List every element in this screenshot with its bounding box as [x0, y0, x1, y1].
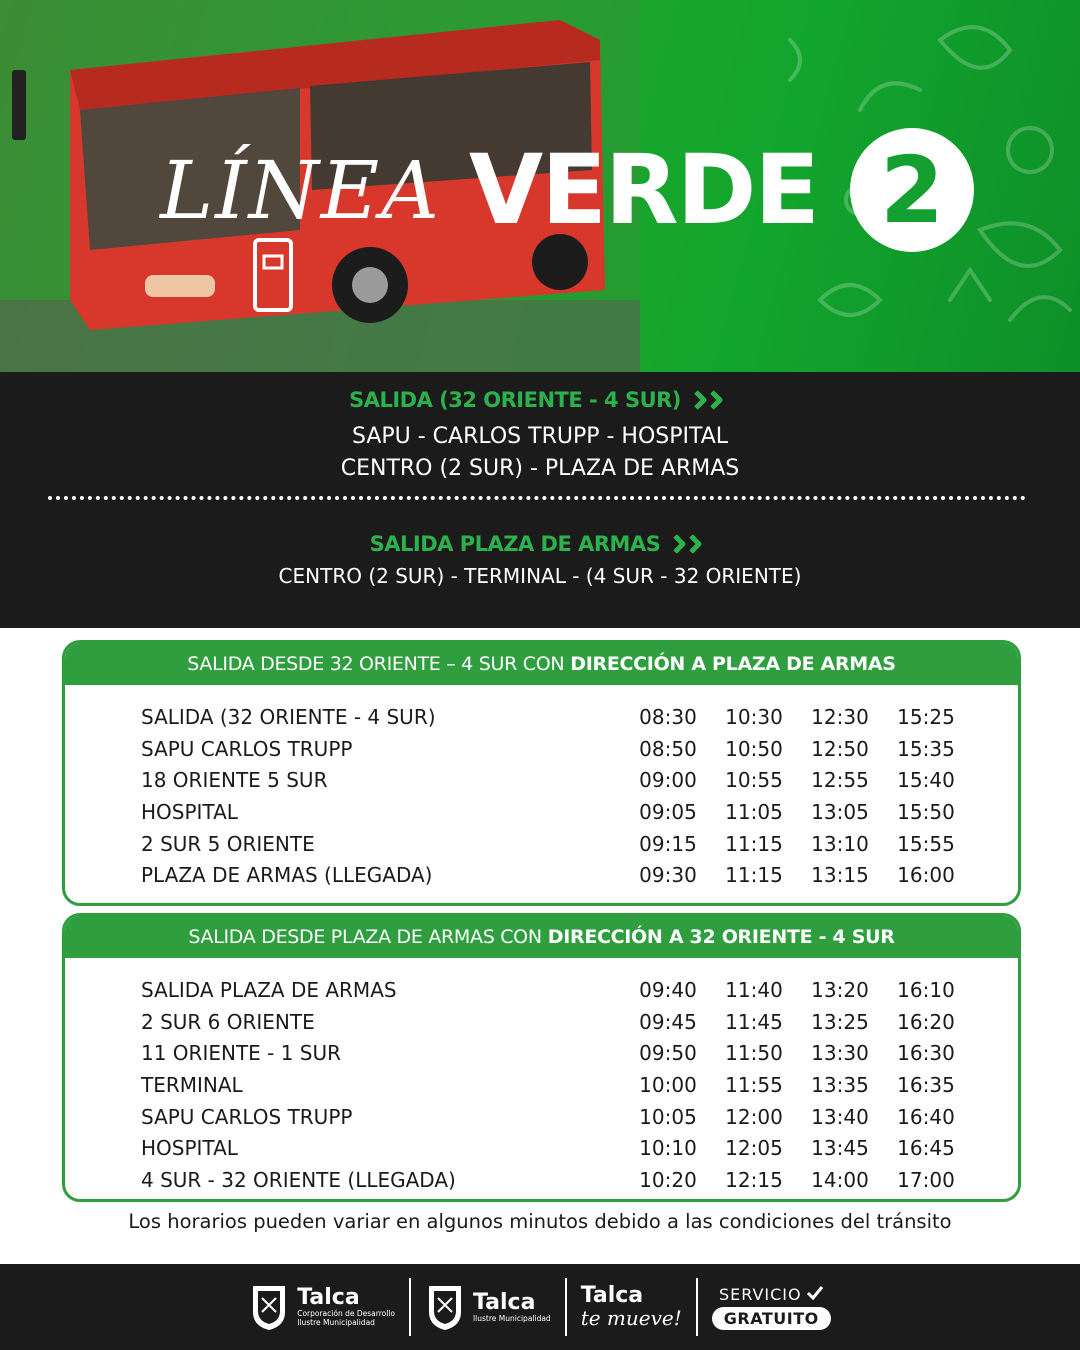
stop-name: HOSPITAL [141, 1136, 238, 1161]
schedule-table-to-plaza [62, 640, 1021, 906]
title-linea: LÍNEA [160, 143, 441, 237]
departure-time: 12:15 [725, 1167, 783, 1192]
logo3-script: te mueve! [580, 1306, 682, 1330]
line-title [160, 120, 974, 260]
table-row [65, 701, 1018, 733]
departure-time: 09:30 [639, 863, 697, 888]
logo-municipalidad-talca [425, 1282, 551, 1332]
table-row [65, 974, 1018, 1006]
schedule-table-to-32-oriente [62, 913, 1021, 1202]
header-plain-text: SALIDA DESDE PLAZA DE ARMAS CON [188, 926, 542, 948]
route-1-line-1: SAPU - CARLOS TRUPP - HOSPITAL [351, 424, 729, 449]
departure-time: 13:45 [811, 1136, 869, 1161]
departure-time: 10:50 [725, 736, 783, 761]
stop-name: SAPU CARLOS TRUPP [141, 736, 353, 761]
departure-time: 13:35 [811, 1072, 869, 1097]
double-chevron-right-icon [672, 533, 710, 555]
checkmark-icon [806, 1285, 824, 1305]
header-bold-text: DIRECCIÓN A PLAZA DE ARMAS [570, 653, 896, 675]
header-plain-text: SALIDA DESDE 32 ORIENTE – 4 SUR CON [187, 653, 565, 675]
table-row [65, 1101, 1018, 1133]
departure-time: 11:40 [725, 977, 783, 1002]
title-verde: VERDE [468, 134, 818, 246]
route-1-heading [0, 388, 1080, 412]
route-1-heading-text: SALIDA (32 ORIENTE - 4 SUR) [349, 388, 681, 412]
dotted-divider [48, 496, 1026, 500]
departure-time: 10:05 [639, 1104, 697, 1129]
free-service-badge [712, 1285, 831, 1330]
table-row [65, 828, 1018, 860]
departure-time: 09:45 [639, 1009, 697, 1034]
departure-time: 16:00 [897, 863, 955, 888]
table-row [65, 1006, 1018, 1038]
footer-divider [565, 1278, 567, 1336]
route-2-line-1: CENTRO (2 SUR) - TERMINAL - (4 SUR - 32 ORIENTE) [278, 564, 802, 588]
stop-name: 2 SUR 6 ORIENTE [141, 1009, 315, 1034]
footer-logos [0, 1264, 1080, 1350]
table-row [65, 733, 1018, 765]
stop-name: SAPU CARLOS TRUPP [141, 1104, 353, 1129]
departure-time: 11:15 [725, 831, 783, 856]
departure-time: 11:50 [725, 1041, 783, 1066]
departure-time: 16:20 [897, 1009, 955, 1034]
table-row [65, 796, 1018, 828]
departure-time: 09:50 [639, 1041, 697, 1066]
stop-name: 4 SUR - 32 ORIENTE (LLEGADA) [141, 1167, 456, 1192]
departure-time: 15:25 [897, 704, 955, 729]
departure-time: 11:15 [725, 863, 783, 888]
departure-time: 15:35 [897, 736, 955, 761]
departure-time: 13:10 [811, 831, 869, 856]
logo1-sub-2: Ilustre Municipalidad [297, 1318, 375, 1327]
table-row [65, 1037, 1018, 1069]
departure-time: 14:00 [811, 1167, 869, 1192]
table-row [65, 1164, 1018, 1196]
departure-time: 13:30 [811, 1041, 869, 1066]
table-row [65, 1132, 1018, 1164]
header-bold-text: DIRECCIÓN A 32 ORIENTE - 4 SUR [547, 926, 895, 948]
departure-time: 13:20 [811, 977, 869, 1002]
stop-name: 18 ORIENTE 5 SUR [141, 768, 328, 793]
departure-time: 13:25 [811, 1009, 869, 1034]
schedule-disclaimer: Los horarios pueden variar en algunos minutos debido a las condiciones del tránsito [128, 1210, 952, 1233]
logo3-name: Talca [580, 1283, 644, 1308]
departure-time: 12:50 [811, 736, 869, 761]
departure-time: 12:05 [725, 1136, 783, 1161]
departure-time: 17:00 [897, 1167, 955, 1192]
departure-time: 15:50 [897, 799, 955, 824]
stop-name: TERMINAL [141, 1072, 243, 1097]
departure-time: 09:05 [639, 799, 697, 824]
footer-divider [696, 1278, 698, 1336]
departure-time: 13:05 [811, 799, 869, 824]
departure-time: 10:10 [639, 1136, 697, 1161]
route-2-heading [0, 532, 1080, 556]
departure-time: 09:40 [639, 977, 697, 1002]
logo-talca-te-mueve [581, 1285, 682, 1329]
departure-time: 11:05 [725, 799, 783, 824]
route-info-band [0, 372, 1080, 628]
talca-shield-icon [249, 1282, 289, 1332]
gratuito-text: GRATUITO [712, 1307, 831, 1330]
servicio-text: SERVICIO [718, 1285, 802, 1304]
departure-time: 16:10 [897, 977, 955, 1002]
departure-time: 16:40 [897, 1104, 955, 1129]
departure-time: 09:15 [639, 831, 697, 856]
schedule-table-header [65, 643, 1018, 685]
stop-name: SALIDA PLAZA DE ARMAS [141, 977, 397, 1002]
schedule-table-header [65, 916, 1018, 958]
departure-time: 15:40 [897, 768, 955, 793]
departure-time: 11:45 [725, 1009, 783, 1034]
departure-time: 11:55 [725, 1072, 783, 1097]
departure-time: 10:30 [725, 704, 783, 729]
logo2-name: Talca [472, 1289, 536, 1315]
talca-shield-icon [425, 1282, 465, 1332]
table-row [65, 859, 1018, 891]
stop-name: HOSPITAL [141, 799, 238, 824]
departure-time: 13:40 [811, 1104, 869, 1129]
departure-time: 15:55 [897, 831, 955, 856]
double-chevron-right-icon [693, 389, 731, 411]
logo1-sub-1: Corporación de Desarrollo [297, 1309, 395, 1318]
stop-name: 2 SUR 5 ORIENTE [141, 831, 315, 856]
departure-time: 10:20 [639, 1167, 697, 1192]
departure-time: 10:55 [725, 768, 783, 793]
departure-time: 12:55 [811, 768, 869, 793]
stop-name: PLAZA DE ARMAS (LLEGADA) [141, 863, 433, 888]
logo-corporacion-talca [249, 1282, 395, 1332]
schedule-rows [65, 958, 1018, 1196]
route-2-heading-text: SALIDA PLAZA DE ARMAS [369, 532, 661, 556]
hero-banner [0, 0, 1080, 372]
departure-time: 16:30 [897, 1041, 955, 1066]
line-number-badge: 2 [850, 128, 974, 252]
footer-divider [409, 1278, 411, 1336]
schedule-rows [65, 685, 1018, 891]
departure-time: 16:45 [897, 1136, 955, 1161]
departure-time: 16:35 [897, 1072, 955, 1097]
departure-time: 12:30 [811, 704, 869, 729]
logo2-sub: Ilustre Municipalidad [472, 1313, 551, 1323]
departure-time: 12:00 [725, 1104, 783, 1129]
departure-time: 08:30 [639, 704, 697, 729]
table-row [65, 1069, 1018, 1101]
logo1-name: Talca [297, 1285, 360, 1310]
departure-time: 13:15 [811, 863, 869, 888]
table-row [65, 764, 1018, 796]
stop-name: 11 ORIENTE - 1 SUR [141, 1041, 342, 1066]
stop-name: SALIDA (32 ORIENTE - 4 SUR) [141, 704, 436, 729]
departure-time: 09:00 [639, 768, 697, 793]
route-1-line-2: CENTRO (2 SUR) - PLAZA DE ARMAS [340, 456, 740, 481]
departure-time: 10:00 [639, 1072, 697, 1097]
departure-time: 08:50 [639, 736, 697, 761]
